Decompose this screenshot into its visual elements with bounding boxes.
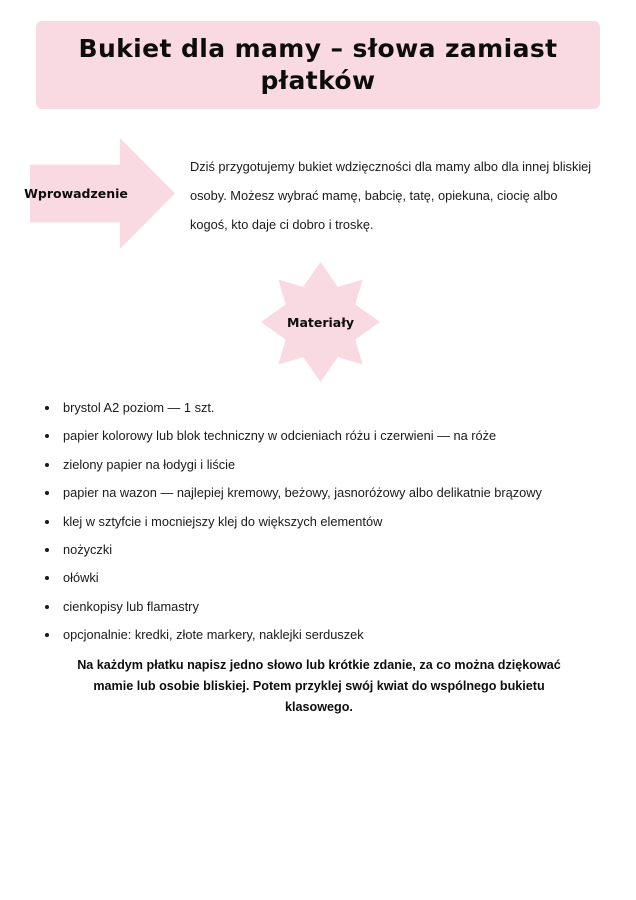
- materials-badge-label: Materiały: [287, 314, 354, 330]
- list-item: brystol A2 poziom — 1 szt.: [40, 401, 600, 415]
- materials-callout: [261, 262, 380, 382]
- list-item: papier kolorowy lub blok techniczny w odcieniach różu i czerwieni — na róże: [40, 429, 600, 443]
- list-item: klej w sztyfcie i mocniejszy klej do większych elementów: [40, 515, 600, 529]
- page-title: Bukiet dla mamy – słowa zamiast płatków: [78, 34, 558, 95]
- list-item: opcjonalnie: kredki, złote markery, naklejki serduszek: [40, 628, 600, 642]
- title-banner: [36, 21, 600, 109]
- introduction-callout: [24, 138, 175, 249]
- list-item: papier na wazon — najlepiej kremowy, beżowy, jasnoróżowy albo delikatnie brązowy: [40, 486, 600, 500]
- materials-list: [40, 401, 600, 657]
- closing-instruction: Na każdym płatku napisz jedno słowo lub krótkie zdanie, za co można dziękować mamie lub osobie bliskiej. Potem przyklej swój kwiat do wspólnego bukietu klasowego.: [77, 658, 561, 714]
- list-item: cienkopisy lub flamastry: [40, 600, 600, 614]
- list-item: nożyczki: [40, 543, 600, 557]
- introduction-badge-label: Wprowadzenie: [24, 186, 128, 201]
- list-item: ołówki: [40, 571, 600, 585]
- introduction-paragraph: Dziś przygotujemy bukiet wdzięczności dla mamy albo dla innej bliskiej osoby. Możesz wybrać mamę, babcię, tatę, opiekuna, ciocię albo kogoś, kto daje ci dobro i troskę.: [190, 159, 592, 232]
- list-item: zielony papier na łodygi i liście: [40, 458, 600, 472]
